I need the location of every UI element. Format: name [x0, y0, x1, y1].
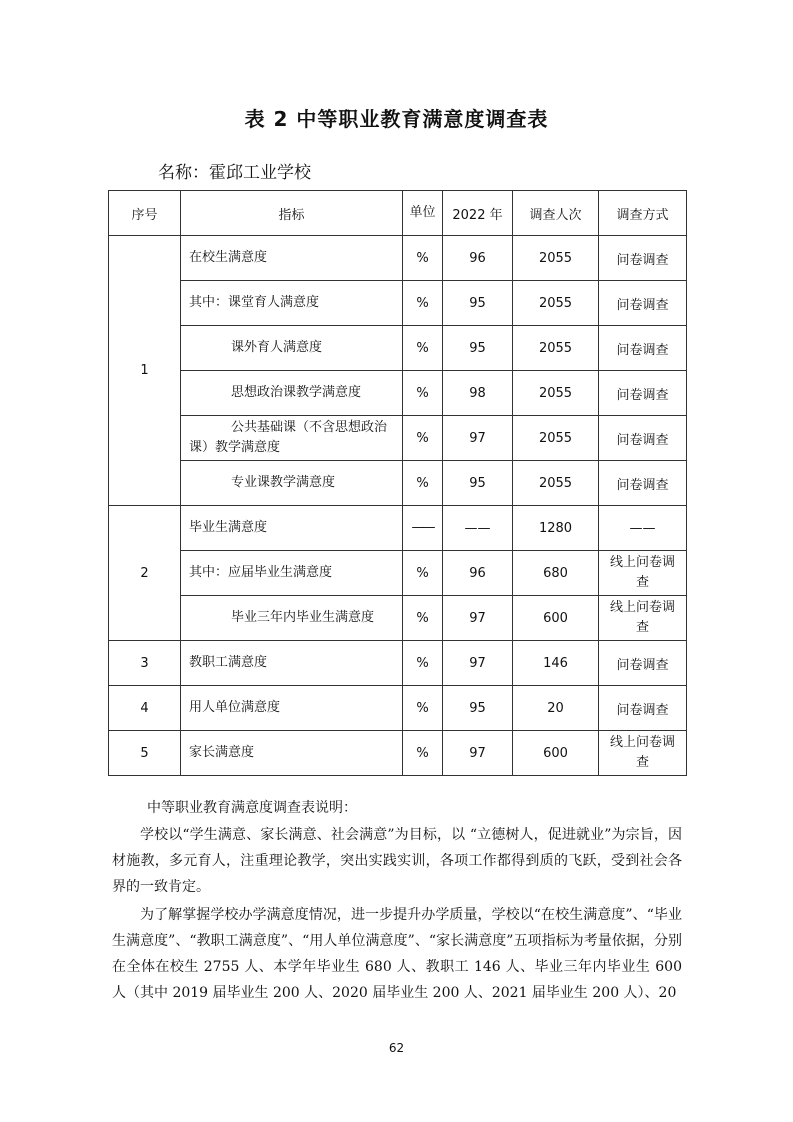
table-row [109, 461, 687, 506]
indicator-cell: 其中：课堂育人满意度 [181, 281, 403, 326]
unit-cell: % [403, 416, 443, 461]
method-cell: 问卷调查 [599, 326, 687, 371]
count-cell: 2055 [513, 281, 599, 326]
header-seq: 序号 [109, 191, 181, 236]
value-cell: 96 [443, 236, 513, 281]
method-cell: 问卷调查 [599, 461, 687, 506]
unit-cell: % [403, 686, 443, 731]
group-number: 2 [109, 506, 181, 641]
group-number: 1 [109, 236, 181, 506]
group-number: 3 [109, 641, 181, 686]
indicator-cell: 家长满意度 [181, 731, 403, 776]
value-cell: 95 [443, 281, 513, 326]
indicator-cell: 在校生满意度 [181, 236, 403, 281]
unit-cell: % [403, 281, 443, 326]
unit-cell: % [403, 596, 443, 641]
count-cell: 2055 [513, 371, 599, 416]
method-cell [599, 551, 687, 596]
unit-cell: % [403, 641, 443, 686]
indicator-cell [181, 416, 403, 461]
header-unit: 单位 [403, 191, 443, 236]
paragraph: 学校以“学生满意、家长满意、社会满意”为目标，以 “立德树人，促进就业”为宗旨，因材施教，多元育人，注重理论教学，突出实践实训，各项工作都得到质的飞跃，受到社会各界的一致肯定。 [112, 827, 682, 895]
count-cell: 2055 [513, 326, 599, 371]
indicator-cell: 毕业生满意度 [181, 506, 403, 551]
count-cell: 20 [513, 686, 599, 731]
method-cell: 问卷调查 [599, 281, 687, 326]
unit-cell: % [403, 236, 443, 281]
indicator-line-2: 课）教学满意度 [189, 440, 281, 455]
unit-cell: % [403, 326, 443, 371]
count-cell: 600 [513, 731, 599, 776]
unit-cell: % [403, 551, 443, 596]
indicator-line-1: 公共基础课（不含思想政治 [231, 420, 388, 435]
group-number: 5 [109, 731, 181, 776]
indicator-cell: 教职工满意度 [181, 641, 403, 686]
count-cell: 2055 [513, 416, 599, 461]
method-line-2: 查 [635, 575, 649, 590]
table-row [109, 506, 687, 551]
table-row [109, 281, 687, 326]
indicator-cell: 其中：应届毕业生满意度 [181, 551, 403, 596]
indicator-cell: 思想政治课教学满意度 [181, 371, 403, 416]
value-cell: 98 [443, 371, 513, 416]
table-row [109, 731, 687, 776]
value-cell: 95 [443, 686, 513, 731]
indicator-cell: 专业课教学满意度 [181, 461, 403, 506]
count-cell: 2055 [513, 461, 599, 506]
count-cell: 680 [513, 551, 599, 596]
paragraph: 为了解掌握学校办学满意度情况，进一步提升办学质量，学校以“在校生满意度”、“毕业生满意度”、“教职工满意度”、“用人单位满意度”、“家长满意度”五项指标为考量依据，分别在全体在校生 2755 人、本学年毕业生 680 人、教职工 146 人、毕业三年内毕业生 600 人（其中 2019 届毕业生 200 人、2020 届毕业生 200 人、2021 届毕业生 200 人）、20 [112, 907, 682, 1001]
method-line-1: 线上问卷调 [609, 600, 675, 615]
page-number: 62 [388, 1041, 405, 1055]
count-cell: 1280 [513, 506, 599, 551]
method-cell: 问卷调查 [599, 686, 687, 731]
method-line-1: 线上问卷调 [609, 735, 675, 750]
table-row [109, 236, 687, 281]
unit-cell: % [403, 731, 443, 776]
table-header-row [109, 191, 687, 236]
unit-cell [403, 506, 443, 551]
table-row [109, 551, 687, 596]
table-row [109, 686, 687, 731]
note-title: 中等职业教育满意度调查表说明： [147, 800, 357, 816]
unit-cell: % [403, 461, 443, 506]
method-cell: —— [599, 506, 687, 551]
method-cell: 问卷调查 [599, 416, 687, 461]
group-number: 4 [109, 686, 181, 731]
explanation-text [112, 822, 682, 1006]
method-cell: 问卷调查 [599, 641, 687, 686]
method-cell [599, 731, 687, 776]
value-cell: 97 [443, 596, 513, 641]
count-cell: 600 [513, 596, 599, 641]
satisfaction-table [108, 190, 687, 776]
value-cell: 97 [443, 416, 513, 461]
indicator-cell: 毕业三年内毕业生满意度 [181, 596, 403, 641]
table-row [109, 416, 687, 461]
method-cell: 问卷调查 [599, 371, 687, 416]
value-cell: 97 [443, 731, 513, 776]
method-cell [599, 596, 687, 641]
table-row [109, 326, 687, 371]
method-line-2: 查 [635, 755, 649, 770]
count-cell: 2055 [513, 236, 599, 281]
indicator-cell: 课外育人满意度 [181, 326, 403, 371]
table-row [109, 596, 687, 641]
header-method: 调查方式 [599, 191, 687, 236]
value-cell: —— [443, 506, 513, 551]
method-cell: 问卷调查 [599, 236, 687, 281]
value-cell: 96 [443, 551, 513, 596]
count-cell: 146 [513, 641, 599, 686]
indicator-cell: 用人单位满意度 [181, 686, 403, 731]
table-row [109, 371, 687, 416]
header-count: 调查人次 [513, 191, 599, 236]
table-row [109, 641, 687, 686]
method-line-1: 线上问卷调 [609, 555, 675, 570]
school-name: 名称：霍邱工业学校 [158, 163, 311, 183]
method-line-2: 查 [635, 620, 649, 635]
table-title: 表 2 中等职业教育满意度调查表 [244, 107, 549, 131]
value-cell: 95 [443, 326, 513, 371]
value-cell: 95 [443, 461, 513, 506]
header-year: 2022 年 [443, 191, 513, 236]
unit-line-1: —— [411, 520, 434, 535]
unit-cell: % [403, 371, 443, 416]
header-indicator: 指标 [181, 191, 403, 236]
value-cell: 97 [443, 641, 513, 686]
